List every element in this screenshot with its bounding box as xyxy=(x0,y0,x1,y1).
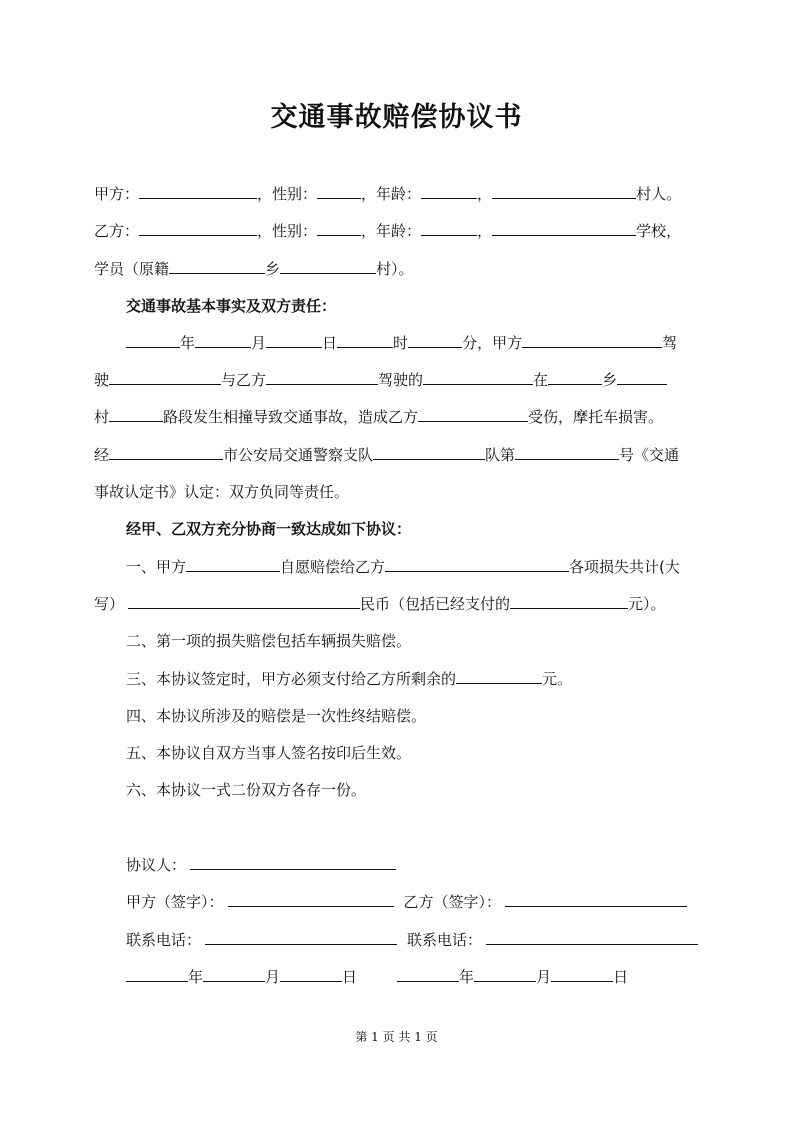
party-a-sign-label: 甲方（签字）： xyxy=(126,893,224,911)
party-a-phone-blank xyxy=(205,929,397,945)
party-a-gender-blank xyxy=(317,183,361,199)
road-blank xyxy=(109,406,163,422)
party-b-school-label: 学校， xyxy=(636,222,682,240)
party-b-year-label: 年 xyxy=(459,968,475,986)
xiang-label: 乡 xyxy=(265,260,281,278)
party-a-gender-label: ，性别： xyxy=(257,185,318,203)
drive-label: 驾 xyxy=(662,334,678,352)
sign-line xyxy=(126,891,738,913)
day-label: 日 xyxy=(322,334,338,352)
clause-3-yuan-label: 元。 xyxy=(542,670,573,688)
cun-label: 村）。 xyxy=(376,260,414,278)
driving-label: 驾驶的 xyxy=(378,371,424,389)
party-b-year-blank xyxy=(397,966,459,982)
party-b-comma: ， xyxy=(477,222,493,240)
year-label: 年 xyxy=(180,334,196,352)
injury-blank xyxy=(418,406,528,422)
city-blank xyxy=(109,444,223,460)
party-b-month-blank xyxy=(474,966,536,982)
hour-label: 时 xyxy=(393,334,409,352)
clause-5: 五、本协议自双方当事人签名按印后生效。 xyxy=(126,744,412,762)
vehicle-blank xyxy=(423,369,533,385)
minute-label: 分，甲方 xyxy=(462,334,523,352)
agreement-person-label: 协议人： xyxy=(126,856,187,874)
at-label: 在 xyxy=(533,371,549,389)
facts-line-4 xyxy=(94,444,706,466)
hour-blank xyxy=(337,332,393,348)
facts-line-2 xyxy=(94,369,706,391)
student-origin-label: 学员（原籍 xyxy=(94,260,170,278)
clause-1-total-label: 各项损失共计(大 xyxy=(569,558,680,576)
party-a-address-blank xyxy=(492,183,636,199)
party-b-name-blank xyxy=(139,220,257,236)
location-xiang-label: 乡 xyxy=(602,371,618,389)
month-blank xyxy=(195,332,251,348)
facts-line-1 xyxy=(126,332,700,354)
location-xiang-blank xyxy=(548,369,602,385)
party-b-vehicle-blank xyxy=(266,369,378,385)
party-b-school-blank xyxy=(492,220,636,236)
via-label: 经 xyxy=(94,446,110,464)
party-b-gender-label: ，性别： xyxy=(257,222,318,240)
page-footer: 第 1 页 共 1 页 xyxy=(355,1030,438,1044)
clause-2: 二、第一项的损失赔偿包括车辆损失赔偿。 xyxy=(126,632,412,650)
clause-3 xyxy=(126,668,738,690)
squad-blank xyxy=(373,444,485,460)
clause-1-party-a-blank xyxy=(186,556,280,572)
clause-1-amount-blank xyxy=(128,593,360,609)
certificate-label: 号《交通 xyxy=(619,446,680,464)
facts-heading: 交通事故基本事实及双方责任： xyxy=(126,297,337,315)
party-b-sign-label: 乙方（签字）： xyxy=(403,893,502,911)
party-a-comma: ， xyxy=(477,185,493,203)
location-cun-label: 村 xyxy=(94,408,110,426)
party-a-day-label: 日 xyxy=(342,968,358,986)
clause-3-amount-blank xyxy=(456,668,542,684)
origin-xiang-blank xyxy=(169,258,265,274)
day-blank xyxy=(266,332,322,348)
clause-1-paid-blank xyxy=(510,593,628,609)
clause-1-party-b-blank xyxy=(385,556,569,572)
injury-description: 受伤，摩托车损害。 xyxy=(528,408,664,426)
date-line xyxy=(126,966,738,988)
document-title: 交通事故赔偿协议书 xyxy=(270,102,523,133)
party-a-vehicle-blank xyxy=(522,332,662,348)
party-a-phone-label: 联系电话： xyxy=(126,931,202,949)
party-a-age-blank xyxy=(421,183,477,199)
clause-1-uppercase-label: 写） xyxy=(94,595,125,613)
with-party-b-label: 与乙方 xyxy=(221,371,267,389)
minute-blank xyxy=(408,332,462,348)
phone-line xyxy=(126,929,738,951)
clause-6: 六、本协议一式二份双方各存一份。 xyxy=(126,781,367,799)
party-a-year-blank xyxy=(126,966,188,982)
facts-line-5: 事故认定书》认定：双方负同等责任。 xyxy=(94,483,350,501)
drive-label-2: 驶 xyxy=(94,371,110,389)
location-cun-blank xyxy=(617,369,667,385)
party-b-label: 乙方： xyxy=(94,222,140,240)
party-b-age-blank xyxy=(421,220,477,236)
party-a-village-label: 村人。 xyxy=(636,185,682,203)
month-label: 月 xyxy=(251,334,267,352)
party-a-sign-blank xyxy=(228,891,394,907)
party-a-age-label: ，年龄： xyxy=(361,185,422,203)
party-a-year-label: 年 xyxy=(188,968,204,986)
squad-label: 队第 xyxy=(485,446,516,464)
agreement-heading: 经甲、乙双方充分协商一致达成如下协议： xyxy=(126,520,412,538)
party-a-name-blank xyxy=(139,183,257,199)
party-b-gender-blank xyxy=(317,220,361,236)
party-b-month-label: 月 xyxy=(536,968,552,986)
police-dept-label: 市公安局交通警察支队 xyxy=(223,446,374,464)
clause-1-compensate-label: 自愿赔偿给乙方 xyxy=(280,558,386,576)
party-a-label: 甲方： xyxy=(94,185,140,203)
party-b-day-blank xyxy=(551,966,613,982)
party-a-month-blank xyxy=(203,966,265,982)
party-a-drive-blank xyxy=(109,369,221,385)
agreement-person-line xyxy=(126,854,738,876)
clause-1-rmb-label: 民币（包括已经支付的 xyxy=(360,595,511,613)
party-b-age-label: ，年龄： xyxy=(361,222,422,240)
student-line xyxy=(94,258,706,280)
year-blank xyxy=(126,332,180,348)
party-b-phone-label: 联系电话： xyxy=(407,931,483,949)
clause-1-line-1 xyxy=(126,556,700,578)
agreement-person-blank xyxy=(190,854,396,870)
clause-1-line-2 xyxy=(94,593,706,615)
party-b-phone-blank xyxy=(486,929,698,945)
origin-cun-blank xyxy=(280,258,376,274)
facts-line-3 xyxy=(94,406,706,428)
clause-1-yuan-label: 元）。 xyxy=(628,595,666,613)
party-a-line xyxy=(94,183,706,205)
accident-description: 路段发生相撞导致交通事故，造成乙方 xyxy=(163,408,419,426)
party-b-sign-blank xyxy=(505,891,687,907)
party-a-day-blank xyxy=(280,966,342,982)
clause-1-party-a: 一、甲方 xyxy=(126,558,187,576)
party-b-line xyxy=(94,220,706,242)
clause-4: 四、本协议所涉及的赔偿是一次性终结赔偿。 xyxy=(126,707,427,725)
party-b-day-label: 日 xyxy=(613,968,629,986)
clause-3-text: 三、本协议签定时，甲方必须支付给乙方所剩余的 xyxy=(126,670,457,688)
certificate-number-blank xyxy=(515,444,619,460)
party-a-month-label: 月 xyxy=(265,968,281,986)
